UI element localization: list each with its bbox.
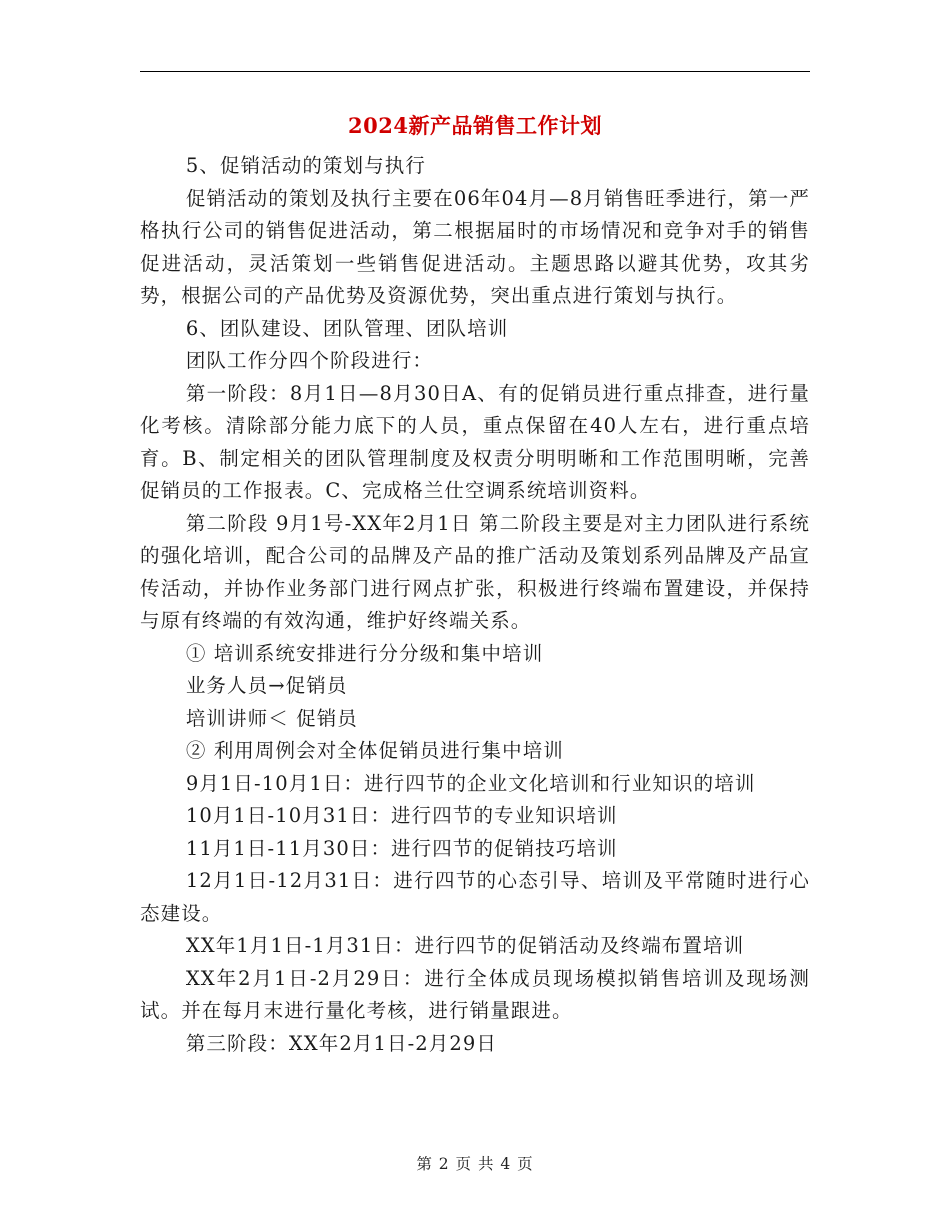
document-title: 2024新产品销售工作计划 — [348, 113, 602, 138]
paragraph-promotion-plan: 促销活动的策划及执行主要在06年04月—8月销售旺季进行，第一严格执行公司的销售促进活动，第二根据届时的市场情况和竞争对手的销售促进活动，灵活策划一些销售促进活动。主题思路以避其优势，攻其劣势，根据公司的产品优势及资源优势，突出重点进行策划与执行。 — [140, 186, 810, 307]
section-heading-promotion: 5、促销活动的策划与执行 — [185, 154, 426, 177]
schedule-item-october: 10月1日-10月31日：进行四节的专业知识培训 — [185, 804, 618, 827]
schedule-item-september: 9月1日-10月1日：进行四节的企业文化培训和行业知识的培训 — [185, 771, 756, 795]
paragraph-stage-two: 第二阶段 9月1号-XX年2月1日 第二阶段主要是对主力团队进行系统的强化培训，配合公司的品牌及产品的推广活动及策划系列品牌及产品宣传活动，并协作业务部门进行网点扩张，积极进行终端布置建设，并保持与原有终端的有效沟通，维护好终端关系。 — [140, 511, 810, 632]
schedule-item-december: 12月1日-12月31日：进行四节的心态引导、培训及平常随时进行心态建设。 — [140, 869, 810, 925]
paragraph-stage-one: 第一阶段：8月1日—8月30日A、有的促销员进行重点排查，进行量化考核。清除部分能力底下的人员，重点保留在40人左右，进行重点培育。B、制定相关的团队管理制度及权责分明明晰和工作范围明晰，完善促销员的工作报表。C、完成格兰仕空调系统培训资料。 — [140, 381, 810, 502]
section-heading-team: 6、团队建设、团队管理、团队培训 — [185, 316, 509, 340]
paragraph-stage-three: 第三阶段：XX年2月1日-2月29日 — [185, 1031, 497, 1055]
schedule-item-february: XX年2月1日-2月29日：进行全体成员现场模拟销售培训及现场测试。并在每月末进行量化考核，进行销量跟进。 — [140, 966, 810, 1022]
list-item-business-staff: 业务人员→促销员 — [185, 674, 348, 697]
list-item-weekly-meeting: ② 利用周例会对全体促销员进行集中培训 — [185, 739, 564, 762]
list-item-trainer: 培训讲师＜ 促销员 — [185, 706, 358, 730]
schedule-item-january: XX年1月1日-1月31日：进行四节的促销活动及终端布置培训 — [185, 934, 745, 957]
list-item-training-system: ① 培训系统安排进行分分级和集中培训 — [185, 641, 544, 665]
document-body — [140, 150, 810, 1060]
schedule-item-november: 11月1日-11月30日：进行四节的促销技巧培训 — [185, 836, 618, 860]
paragraph-team-stages: 团队工作分四个阶段进行： — [185, 349, 434, 372]
page-number-footer: 第 2 页 共 4 页 — [416, 1155, 534, 1173]
header-rule — [140, 71, 810, 72]
